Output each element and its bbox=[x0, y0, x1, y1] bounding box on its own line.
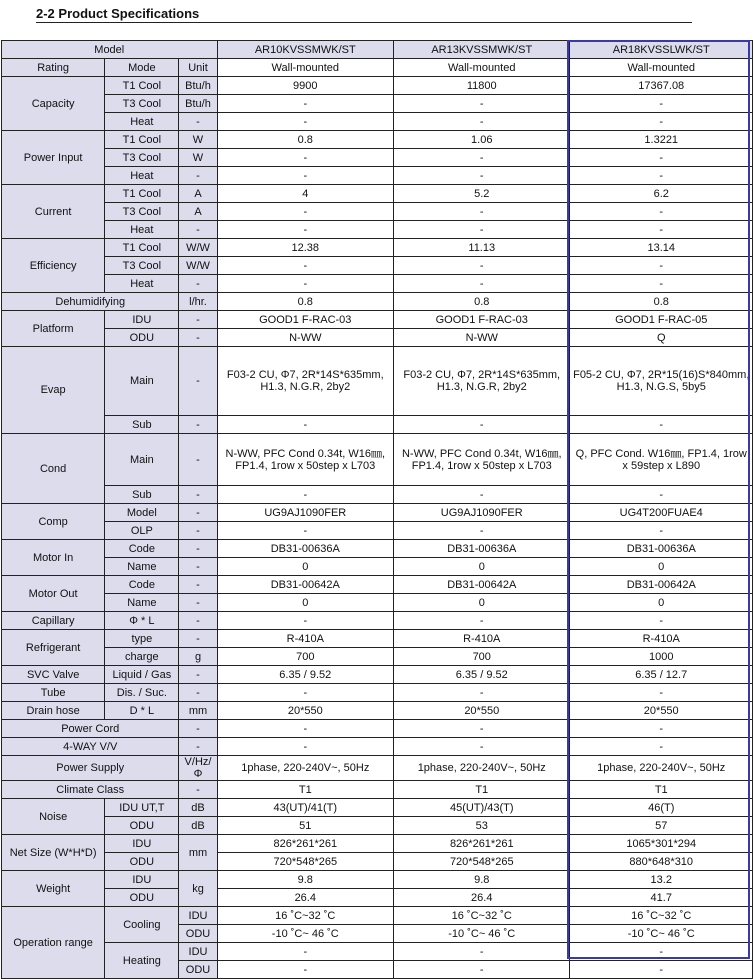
spec-label-cell: IDU bbox=[105, 871, 179, 889]
spec-value-model-3: 17367.08 bbox=[570, 77, 753, 95]
spec-label-cell: Power Cord bbox=[2, 720, 179, 738]
spec-label-cell: W bbox=[179, 131, 217, 149]
spec-label-cell: Comp bbox=[2, 504, 105, 540]
spec-value-model-2: 0.8 bbox=[394, 293, 570, 311]
spec-label-cell: Operation range bbox=[2, 907, 105, 979]
spec-value-model-2: UG9AJ1090FER bbox=[394, 504, 570, 522]
spec-value-model-3: Q, PFC Cond. W16㎜, FP1.4, 1row x 59step x L890 bbox=[570, 434, 753, 486]
spec-row bbox=[2, 77, 753, 95]
spec-value-model-1: UG9AJ1090FER bbox=[217, 504, 393, 522]
spec-row bbox=[2, 149, 753, 167]
spec-label-cell: - bbox=[179, 221, 217, 239]
spec-value-model-1: 720*548*265 bbox=[217, 853, 393, 871]
title-underline bbox=[36, 22, 692, 23]
spec-label-cell: IDU bbox=[105, 835, 179, 853]
spec-label-cell: Heating bbox=[105, 943, 179, 979]
spec-value-model-2: -10 ˚C~ 46 ˚C bbox=[394, 925, 570, 943]
spec-label-cell: - bbox=[179, 720, 217, 738]
spec-value-model-1: - bbox=[217, 720, 393, 738]
spec-label-cell: Name bbox=[105, 594, 179, 612]
spec-value-model-3: - bbox=[570, 961, 753, 979]
spec-value-model-1: 0 bbox=[217, 558, 393, 576]
spec-value-model-1: 826*261*261 bbox=[217, 835, 393, 853]
spec-value-model-2: - bbox=[394, 943, 570, 961]
spec-value-model-2: 0 bbox=[394, 558, 570, 576]
spec-value-model-1: - bbox=[217, 221, 393, 239]
spec-row bbox=[2, 817, 753, 835]
spec-value-model-2: F03-2 CU, Φ7, 2R*14S*635mm, H1.3, N.G.R, 2by2 bbox=[394, 347, 570, 416]
spec-value-model-1: 20*550 bbox=[217, 702, 393, 720]
spec-value-model-1: 12.38 bbox=[217, 239, 393, 257]
spec-label-cell: D * L bbox=[105, 702, 179, 720]
spec-label-cell: Heat bbox=[105, 167, 179, 185]
spec-value-model-1: -10 ˚C~ 46 ˚C bbox=[217, 925, 393, 943]
spec-value-model-2: - bbox=[394, 203, 570, 221]
spec-value-model-1: N-WW, PFC Cond 0.34t, W16㎜, FP1.4, 1row x 50step x L703 bbox=[217, 434, 393, 486]
spec-row bbox=[2, 781, 753, 799]
spec-value-model-1: 4 bbox=[217, 185, 393, 203]
spec-label-cell: Evap bbox=[2, 347, 105, 434]
spec-value-model-1: F03-2 CU, Φ7, 2R*14S*635mm, H1.3, N.G.R, 2by2 bbox=[217, 347, 393, 416]
spec-value-model-3: 0.8 bbox=[570, 293, 753, 311]
spec-label-cell: SVC Valve bbox=[2, 666, 105, 684]
spec-row bbox=[2, 131, 753, 149]
spec-value-model-2: - bbox=[394, 167, 570, 185]
spec-label-cell: ODU bbox=[105, 817, 179, 835]
spec-label-cell: mm bbox=[179, 702, 217, 720]
spec-value-model-3: 16 ˚C~32 ˚C bbox=[570, 907, 753, 925]
spec-label-cell: charge bbox=[105, 648, 179, 666]
spec-value-model-2: - bbox=[394, 275, 570, 293]
spec-value-model-1: DB31-00642A bbox=[217, 576, 393, 594]
spec-label-cell: Motor In bbox=[2, 540, 105, 576]
spec-row bbox=[2, 293, 753, 311]
spec-label-cell: kg bbox=[179, 871, 217, 907]
spec-label-cell: Cooling bbox=[105, 907, 179, 943]
spec-label-cell: - bbox=[179, 612, 217, 630]
spec-value-model-2: - bbox=[394, 113, 570, 131]
spec-row bbox=[2, 113, 753, 131]
spec-label-cell: ODU bbox=[105, 329, 179, 347]
spec-label-cell: - bbox=[179, 540, 217, 558]
spec-row bbox=[2, 612, 753, 630]
spec-label-cell: Heat bbox=[105, 275, 179, 293]
spec-row bbox=[2, 167, 753, 185]
spec-label-cell: Sub bbox=[105, 416, 179, 434]
spec-value-model-1: - bbox=[217, 486, 393, 504]
spec-value-model-3: 1000 bbox=[570, 648, 753, 666]
spec-value-model-3: T1 bbox=[570, 781, 753, 799]
spec-row bbox=[2, 434, 753, 486]
spec-value-model-2: N-WW bbox=[394, 329, 570, 347]
spec-label-cell: Btu/h bbox=[179, 95, 217, 113]
spec-label-cell: mm bbox=[179, 835, 217, 871]
spec-value-model-2: DB31-00636A bbox=[394, 540, 570, 558]
spec-label-cell: - bbox=[179, 486, 217, 504]
spec-row bbox=[2, 311, 753, 329]
spec-value-model-1: DB31-00636A bbox=[217, 540, 393, 558]
spec-label-cell: Current bbox=[2, 185, 105, 239]
spec-label-cell: T1 Cool bbox=[105, 131, 179, 149]
spec-label-cell: Btu/h bbox=[179, 77, 217, 95]
spec-label-cell: - bbox=[179, 167, 217, 185]
spec-value-model-3: - bbox=[570, 720, 753, 738]
spec-row bbox=[2, 522, 753, 540]
spec-value-model-1: - bbox=[217, 275, 393, 293]
spec-value-model-2: 26.4 bbox=[394, 889, 570, 907]
spec-label-cell: - bbox=[179, 347, 217, 416]
model-name-1: AR10KVSSMWK/ST bbox=[217, 41, 393, 59]
spec-value-model-3: UG4T200FUAE4 bbox=[570, 504, 753, 522]
spec-value-model-2: 6.35 / 9.52 bbox=[394, 666, 570, 684]
spec-value-model-1: - bbox=[217, 522, 393, 540]
spec-label-cell: Motor Out bbox=[2, 576, 105, 612]
spec-value-model-3: 1065*301*294 bbox=[570, 835, 753, 853]
spec-label-cell: T3 Cool bbox=[105, 95, 179, 113]
spec-value-model-3: - bbox=[570, 113, 753, 131]
rating-label: Rating bbox=[2, 59, 105, 77]
spec-label-cell: T3 Cool bbox=[105, 203, 179, 221]
spec-value-model-1: - bbox=[217, 961, 393, 979]
spec-label-cell: Weight bbox=[2, 871, 105, 907]
spec-row bbox=[2, 871, 753, 889]
spec-label-cell: Drain hose bbox=[2, 702, 105, 720]
spec-row bbox=[2, 835, 753, 853]
spec-value-model-2: 11800 bbox=[394, 77, 570, 95]
spec-value-model-1: 51 bbox=[217, 817, 393, 835]
spec-label-cell: - bbox=[179, 329, 217, 347]
spec-value-model-1: - bbox=[217, 612, 393, 630]
spec-label-cell: Noise bbox=[2, 799, 105, 835]
spec-label-cell: W bbox=[179, 149, 217, 167]
spec-value-model-3: Q bbox=[570, 329, 753, 347]
spec-label-cell: - bbox=[179, 738, 217, 756]
spec-value-model-1: - bbox=[217, 684, 393, 702]
spec-value-model-3: 880*648*310 bbox=[570, 853, 753, 871]
spec-label-cell: Code bbox=[105, 540, 179, 558]
spec-label-cell: - bbox=[179, 558, 217, 576]
spec-value-model-1: - bbox=[217, 149, 393, 167]
rating-value-3: Wall-mounted bbox=[570, 59, 753, 77]
spec-value-model-3: - bbox=[570, 612, 753, 630]
spec-label-cell: W/W bbox=[179, 239, 217, 257]
spec-value-model-3: - bbox=[570, 522, 753, 540]
spec-value-model-1: 16 ˚C~32 ˚C bbox=[217, 907, 393, 925]
spec-value-model-3: 0 bbox=[570, 558, 753, 576]
spec-value-model-1: - bbox=[217, 943, 393, 961]
spec-row bbox=[2, 558, 753, 576]
spec-row bbox=[2, 889, 753, 907]
spec-label-cell: T1 Cool bbox=[105, 185, 179, 203]
spec-row bbox=[2, 907, 753, 925]
spec-value-model-2: 16 ˚C~32 ˚C bbox=[394, 907, 570, 925]
spec-value-model-2: 0 bbox=[394, 594, 570, 612]
model-name-3: AR18KVSSLWK/ST bbox=[570, 41, 753, 59]
spec-value-model-1: - bbox=[217, 95, 393, 113]
spec-value-model-2: T1 bbox=[394, 781, 570, 799]
spec-value-model-3: - bbox=[570, 95, 753, 113]
spec-value-model-2: 720*548*265 bbox=[394, 853, 570, 871]
spec-label-cell: A bbox=[179, 203, 217, 221]
spec-label-cell: Net Size (W*H*D) bbox=[2, 835, 105, 871]
spec-label-cell: A bbox=[179, 185, 217, 203]
spec-value-model-3: - bbox=[570, 221, 753, 239]
spec-row bbox=[2, 666, 753, 684]
spec-value-model-2: N-WW, PFC Cond 0.34t, W16㎜, FP1.4, 1row x 50step x L703 bbox=[394, 434, 570, 486]
spec-label-cell: Dis. / Suc. bbox=[105, 684, 179, 702]
spec-value-model-1: 26.4 bbox=[217, 889, 393, 907]
spec-row bbox=[2, 329, 753, 347]
model-label: Model bbox=[2, 41, 218, 59]
spec-label-cell: IDU bbox=[179, 943, 217, 961]
spec-row bbox=[2, 540, 753, 558]
spec-table bbox=[1, 40, 753, 979]
spec-label-cell: - bbox=[179, 666, 217, 684]
spec-label-cell: - bbox=[179, 576, 217, 594]
spec-value-model-3: R-410A bbox=[570, 630, 753, 648]
spec-value-model-2: 53 bbox=[394, 817, 570, 835]
spec-label-cell: Φ * L bbox=[105, 612, 179, 630]
spec-label-cell: dB bbox=[179, 799, 217, 817]
spec-value-model-1: GOOD1 F-RAC-03 bbox=[217, 311, 393, 329]
spec-label-cell: Main bbox=[105, 347, 179, 416]
spec-value-model-3: - bbox=[570, 943, 753, 961]
spec-label-cell: Tube bbox=[2, 684, 105, 702]
spec-label-cell: - bbox=[179, 504, 217, 522]
spec-label-cell: Code bbox=[105, 576, 179, 594]
spec-value-model-2: - bbox=[394, 486, 570, 504]
spec-label-cell: V/Hz/Φ bbox=[179, 756, 217, 781]
spec-value-model-3: 1phase, 220-240V~, 50Hz bbox=[570, 756, 753, 781]
spec-value-model-1: 0.8 bbox=[217, 293, 393, 311]
spec-value-model-2: - bbox=[394, 522, 570, 540]
spec-table-body bbox=[2, 41, 753, 979]
spec-label-cell: dB bbox=[179, 817, 217, 835]
spec-value-model-2: - bbox=[394, 257, 570, 275]
spec-value-model-3: -10 ˚C~ 46 ˚C bbox=[570, 925, 753, 943]
spec-value-model-1: 1phase, 220-240V~, 50Hz bbox=[217, 756, 393, 781]
spec-value-model-3: - bbox=[570, 684, 753, 702]
spec-value-model-3: - bbox=[570, 149, 753, 167]
spec-value-model-3: DB31-00642A bbox=[570, 576, 753, 594]
model-header-row bbox=[2, 41, 753, 59]
spec-label-cell: W/W bbox=[179, 257, 217, 275]
spec-label-cell: type bbox=[105, 630, 179, 648]
spec-value-model-3: - bbox=[570, 257, 753, 275]
spec-value-model-2: - bbox=[394, 612, 570, 630]
rating-value-1: Wall-mounted bbox=[217, 59, 393, 77]
spec-value-model-2: 700 bbox=[394, 648, 570, 666]
spec-value-model-1: - bbox=[217, 416, 393, 434]
spec-label-cell: Capacity bbox=[2, 77, 105, 131]
spec-value-model-2: - bbox=[394, 149, 570, 167]
spec-value-model-2: R-410A bbox=[394, 630, 570, 648]
spec-value-model-3: 1.3221 bbox=[570, 131, 753, 149]
spec-row bbox=[2, 630, 753, 648]
mode-label: Mode bbox=[105, 59, 179, 77]
spec-label-cell: ODU bbox=[179, 961, 217, 979]
spec-label-cell: T1 Cool bbox=[105, 239, 179, 257]
spec-label-cell: Refrigerant bbox=[2, 630, 105, 666]
spec-label-cell: ODU bbox=[179, 925, 217, 943]
spec-value-model-3: DB31-00636A bbox=[570, 540, 753, 558]
spec-value-model-1: - bbox=[217, 113, 393, 131]
spec-value-model-3: 13.2 bbox=[570, 871, 753, 889]
spec-label-cell: IDU bbox=[179, 907, 217, 925]
spec-value-model-2: - bbox=[394, 961, 570, 979]
spec-label-cell: - bbox=[179, 275, 217, 293]
spec-label-cell: - bbox=[179, 434, 217, 486]
spec-value-model-2: 1.06 bbox=[394, 131, 570, 149]
spec-label-cell: Power Supply bbox=[2, 756, 179, 781]
spec-value-model-2: 9.8 bbox=[394, 871, 570, 889]
spec-row bbox=[2, 275, 753, 293]
spec-value-model-1: N-WW bbox=[217, 329, 393, 347]
spec-label-cell: Power Input bbox=[2, 131, 105, 185]
spec-value-model-3: 13.14 bbox=[570, 239, 753, 257]
spec-label-cell: Platform bbox=[2, 311, 105, 347]
spec-value-model-2: 826*261*261 bbox=[394, 835, 570, 853]
spec-value-model-1: 43(UT)/41(T) bbox=[217, 799, 393, 817]
spec-row bbox=[2, 738, 753, 756]
spec-value-model-2: 1phase, 220-240V~, 50Hz bbox=[394, 756, 570, 781]
spec-value-model-2: 20*550 bbox=[394, 702, 570, 720]
spec-value-model-3: - bbox=[570, 203, 753, 221]
spec-row bbox=[2, 221, 753, 239]
spec-value-model-3: GOOD1 F-RAC-05 bbox=[570, 311, 753, 329]
spec-label-cell: - bbox=[179, 684, 217, 702]
spec-value-model-3: - bbox=[570, 486, 753, 504]
spec-label-cell: g bbox=[179, 648, 217, 666]
spec-value-model-3: 41.7 bbox=[570, 889, 753, 907]
spec-label-cell: - bbox=[179, 113, 217, 131]
spec-label-cell: Heat bbox=[105, 221, 179, 239]
spec-label-cell: Capillary bbox=[2, 612, 105, 630]
spec-value-model-2: - bbox=[394, 738, 570, 756]
spec-value-model-2: 5.2 bbox=[394, 185, 570, 203]
spec-value-model-3: 20*550 bbox=[570, 702, 753, 720]
spec-row bbox=[2, 720, 753, 738]
spec-value-model-1: 6.35 / 9.52 bbox=[217, 666, 393, 684]
spec-row bbox=[2, 756, 753, 781]
spec-value-model-2: 45(UT)/43(T) bbox=[394, 799, 570, 817]
spec-value-model-3: 46(T) bbox=[570, 799, 753, 817]
spec-row bbox=[2, 648, 753, 666]
spec-row bbox=[2, 576, 753, 594]
spec-label-cell: - bbox=[179, 522, 217, 540]
spec-value-model-1: T1 bbox=[217, 781, 393, 799]
spec-label-cell: Sub bbox=[105, 486, 179, 504]
spec-row bbox=[2, 594, 753, 612]
spec-row bbox=[2, 943, 753, 961]
spec-label-cell: - bbox=[179, 630, 217, 648]
spec-value-model-3: - bbox=[570, 167, 753, 185]
spec-row bbox=[2, 504, 753, 522]
spec-value-model-2: - bbox=[394, 416, 570, 434]
spec-label-cell: 4-WAY V/V bbox=[2, 738, 179, 756]
spec-row bbox=[2, 416, 753, 434]
spec-value-model-2: DB31-00642A bbox=[394, 576, 570, 594]
spec-row bbox=[2, 853, 753, 871]
spec-label-cell: OLP bbox=[105, 522, 179, 540]
spec-label-cell: ODU bbox=[105, 853, 179, 871]
spec-label-cell: ODU bbox=[105, 889, 179, 907]
spec-row bbox=[2, 239, 753, 257]
spec-value-model-1: 0 bbox=[217, 594, 393, 612]
model-name-2: AR13KVSSMWK/ST bbox=[394, 41, 570, 59]
spec-row bbox=[2, 203, 753, 221]
spec-label-cell: Dehumidifying bbox=[2, 293, 179, 311]
spec-label-cell: Cond bbox=[2, 434, 105, 504]
spec-value-model-1: - bbox=[217, 257, 393, 275]
spec-value-model-1: 0.8 bbox=[217, 131, 393, 149]
spec-label-cell: Heat bbox=[105, 113, 179, 131]
spec-value-model-2: 11.13 bbox=[394, 239, 570, 257]
spec-value-model-1: 9.8 bbox=[217, 871, 393, 889]
spec-value-model-3: 6.2 bbox=[570, 185, 753, 203]
unit-label: Unit bbox=[179, 59, 217, 77]
spec-value-model-2: - bbox=[394, 684, 570, 702]
spec-value-model-1: 700 bbox=[217, 648, 393, 666]
spec-label-cell: IDU UT,T bbox=[105, 799, 179, 817]
spec-label-cell: Liquid / Gas bbox=[105, 666, 179, 684]
spec-label-cell: IDU bbox=[105, 311, 179, 329]
spec-value-model-3: 6.35 / 12.7 bbox=[570, 666, 753, 684]
spec-label-cell: - bbox=[179, 311, 217, 329]
rating-header-row bbox=[2, 59, 753, 77]
spec-value-model-3: 57 bbox=[570, 817, 753, 835]
spec-value-model-1: - bbox=[217, 167, 393, 185]
spec-row bbox=[2, 684, 753, 702]
spec-value-model-2: - bbox=[394, 95, 570, 113]
spec-label-cell: Main bbox=[105, 434, 179, 486]
spec-label-cell: Model bbox=[105, 504, 179, 522]
spec-value-model-3: - bbox=[570, 738, 753, 756]
spec-label-cell: T3 Cool bbox=[105, 149, 179, 167]
spec-label-cell: l/hr. bbox=[179, 293, 217, 311]
spec-label-cell: Name bbox=[105, 558, 179, 576]
spec-label-cell: Climate Class bbox=[2, 781, 179, 799]
spec-value-model-3: - bbox=[570, 416, 753, 434]
spec-row bbox=[2, 799, 753, 817]
spec-value-model-3: 0 bbox=[570, 594, 753, 612]
spec-label-cell: Efficiency bbox=[2, 239, 105, 293]
section-title: 2-2 Product Specifications bbox=[36, 6, 200, 21]
spec-value-model-1: R-410A bbox=[217, 630, 393, 648]
spec-row bbox=[2, 185, 753, 203]
rating-value-2: Wall-mounted bbox=[394, 59, 570, 77]
spec-value-model-2: - bbox=[394, 221, 570, 239]
spec-value-model-2: - bbox=[394, 720, 570, 738]
spec-value-model-1: 9900 bbox=[217, 77, 393, 95]
spec-value-model-1: - bbox=[217, 203, 393, 221]
spec-row bbox=[2, 486, 753, 504]
spec-row bbox=[2, 95, 753, 113]
spec-label-cell: T3 Cool bbox=[105, 257, 179, 275]
spec-row bbox=[2, 702, 753, 720]
spec-label-cell: - bbox=[179, 594, 217, 612]
spec-value-model-1: - bbox=[217, 738, 393, 756]
spec-value-model-3: - bbox=[570, 275, 753, 293]
spec-label-cell: T1 Cool bbox=[105, 77, 179, 95]
spec-value-model-3: F05-2 CU, Φ7, 2R*15(16)S*840mm, H1.3, N.G.S, 5by5 bbox=[570, 347, 753, 416]
spec-label-cell: - bbox=[179, 416, 217, 434]
spec-value-model-2: GOOD1 F-RAC-03 bbox=[394, 311, 570, 329]
spec-row bbox=[2, 257, 753, 275]
spec-label-cell: - bbox=[179, 781, 217, 799]
spec-row bbox=[2, 347, 753, 416]
